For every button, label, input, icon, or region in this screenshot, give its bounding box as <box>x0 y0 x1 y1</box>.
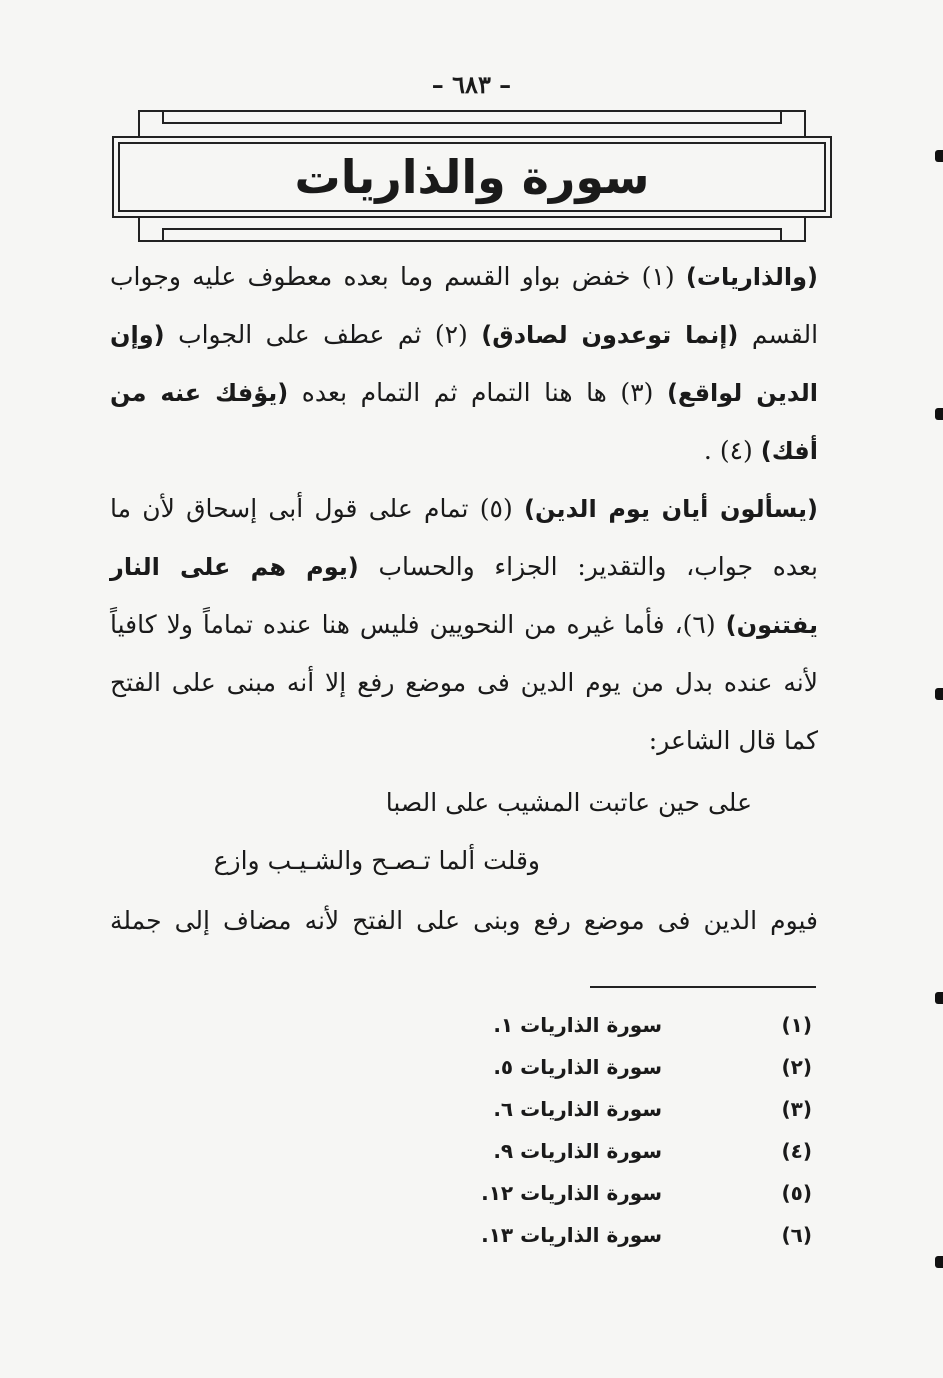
binding-hole-mark <box>935 408 943 420</box>
footnote-number: (٢) <box>781 1055 812 1079</box>
footnote-text: سورة الذاريات ٦. <box>493 1097 662 1121</box>
footnote <box>400 1088 820 1130</box>
binding-hole-mark <box>935 992 943 1004</box>
binding-hole-mark <box>935 688 943 700</box>
footnote-number: (٤) <box>781 1139 812 1163</box>
commentary: (٥) تمام على قول أبى إسحاق لأن ما بعده جواب، والتقدير: الجزاء والحساب <box>110 494 819 581</box>
footnote <box>400 1130 820 1172</box>
footnote-number: (٣) <box>781 1097 812 1121</box>
binding-hole-mark <box>935 1256 943 1268</box>
quran-quote: (إنما توعدون لصادق) <box>481 321 739 349</box>
footnote-number: (٦) <box>781 1223 812 1247</box>
footnotes <box>400 1004 820 1256</box>
body-last-line: فيوم الدين فى موضع رفع وبنى على الفتح لأنه مضاف إلى جملة <box>110 906 818 935</box>
footnote-text: سورة الذاريات ٥. <box>493 1055 662 1079</box>
commentary: (٦)، فأما غيره من النحويين فليس هنا عنده تماماً ولا كافياً لأنه عنده بدل من يوم الدين فى موضع رفع إلا أنه مبنى على الفتح كما قال الشاعر: <box>110 610 818 755</box>
footnote-text: سورة الذاريات ١٢. <box>481 1181 662 1205</box>
footnote <box>400 1046 820 1088</box>
footnote-divider <box>590 986 816 988</box>
footnote-text: سورة الذاريات ١. <box>493 1013 662 1037</box>
paragraph-1 <box>110 248 818 480</box>
footnote-number: (١) <box>781 1013 812 1037</box>
page-number: – ٦٨٣ – <box>431 70 512 99</box>
footnote-text: سورة الذاريات ٩. <box>493 1139 662 1163</box>
commentary: (٤) . <box>703 436 753 465</box>
quran-quote: (يؤفك عنه من أفك) <box>110 379 818 465</box>
title-frame-top-bar <box>162 110 782 124</box>
commentary: (١) خفض بواو القسم وما بعده معطوف عليه وجواب القسم <box>110 262 819 349</box>
body-text <box>110 248 818 770</box>
quran-quote: (يسألون أيان يوم الدين) <box>523 495 818 523</box>
quran-quote: (وإن الدين لواقع) <box>110 321 818 407</box>
footnote <box>400 1004 820 1046</box>
footnote-number: (٥) <box>781 1181 812 1205</box>
binding-hole-mark <box>935 150 943 162</box>
quran-quote: (والذاريات) <box>685 263 818 291</box>
poem-verse-line-2: وقلت ألما تـصـح والشـيـب وازع <box>213 846 540 875</box>
title-frame-bottom-bar <box>162 228 782 242</box>
poem-verse-line-1: على حين عاتبت المشيب على الصبا <box>385 788 752 817</box>
quran-quote: (يوم هم على النار يفتنون) <box>110 553 818 639</box>
footnote-text: سورة الذاريات ١٣. <box>481 1223 662 1247</box>
surah-title: سورة والذاريات <box>294 150 650 204</box>
footnote <box>400 1214 820 1256</box>
footnote <box>400 1172 820 1214</box>
commentary: (٣) ها هنا التمام ثم التمام بعده <box>301 378 654 407</box>
paragraph-2 <box>110 480 818 770</box>
commentary: (٢) ثم عطف على الجواب <box>178 320 468 349</box>
